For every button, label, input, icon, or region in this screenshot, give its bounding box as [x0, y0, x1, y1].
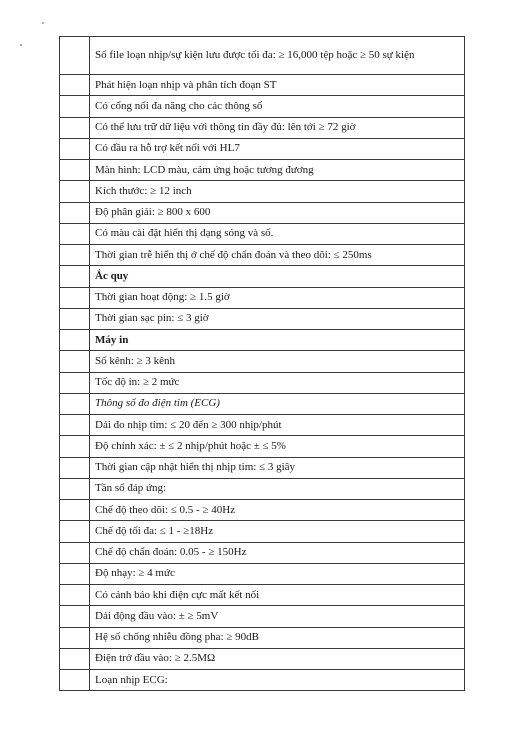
scan-speck	[20, 44, 22, 46]
spec-text-cell: Số kênh: ≥ 3 kênh	[90, 351, 465, 372]
row-index-cell	[60, 330, 90, 351]
spec-text-cell: Màn hình: LCD màu, cảm ứng hoặc tương đương	[90, 160, 465, 181]
spec-text-cell: Độ nhạy: ≥ 4 mức	[90, 563, 465, 584]
row-index-cell	[60, 117, 90, 138]
table-row	[60, 372, 465, 393]
row-index-cell	[60, 160, 90, 181]
row-index-cell	[60, 457, 90, 478]
table-row	[60, 606, 465, 627]
spec-text-cell: Loạn nhịp ECG:	[90, 670, 465, 691]
table-row	[60, 563, 465, 584]
specification-table	[59, 36, 465, 691]
row-index-cell	[60, 181, 90, 202]
spec-text-cell: Có thể lưu trữ dữ liệu với thông tin đầy đủ: lên tới ≥ 72 giờ	[90, 117, 465, 138]
table-row	[60, 202, 465, 223]
table-row	[60, 457, 465, 478]
row-index-cell	[60, 308, 90, 329]
table-row	[60, 223, 465, 244]
spec-text-cell: Thời gian hoạt động: ≥ 1.5 giờ	[90, 287, 465, 308]
spec-text-cell: Kích thước: ≥ 12 inch	[90, 181, 465, 202]
specification-table-body	[60, 37, 465, 691]
spec-text-cell: Thời gian sạc pin: ≤ 3 giờ	[90, 308, 465, 329]
table-row	[60, 75, 465, 96]
spec-text-cell: Máy in	[90, 330, 465, 351]
table-row	[60, 521, 465, 542]
spec-text-cell: Thời gian cập nhật hiển thị nhịp tim: ≤ 3 giây	[90, 457, 465, 478]
row-index-cell	[60, 202, 90, 223]
row-index-cell	[60, 670, 90, 691]
spec-text-cell: Ắc quy	[90, 266, 465, 287]
spec-text-cell: Có đầu ra hỗ trợ kết nối với HL7	[90, 138, 465, 159]
spec-text-cell: Độ phân giải: ≥ 800 x 600	[90, 202, 465, 223]
table-row	[60, 245, 465, 266]
table-row	[60, 138, 465, 159]
table-row	[60, 627, 465, 648]
row-index-cell	[60, 138, 90, 159]
row-index-cell	[60, 521, 90, 542]
row-index-cell	[60, 627, 90, 648]
spec-text-cell: Dải đo nhịp tim: ≤ 20 đến ≥ 300 nhịp/phút	[90, 415, 465, 436]
spec-text-cell: Hệ số chống nhiễu đồng pha: ≥ 90dB	[90, 627, 465, 648]
row-index-cell	[60, 436, 90, 457]
spec-text-cell: Thông số đo điện tim (ECG)	[90, 393, 465, 414]
row-index-cell	[60, 266, 90, 287]
row-index-cell	[60, 372, 90, 393]
row-index-cell	[60, 37, 90, 75]
row-index-cell	[60, 648, 90, 669]
table-row	[60, 436, 465, 457]
table-row	[60, 500, 465, 521]
table-row	[60, 542, 465, 563]
table-row	[60, 308, 465, 329]
table-row	[60, 330, 465, 351]
spec-text-cell: Chế độ chẩn đoán: 0.05 - ≥ 150Hz	[90, 542, 465, 563]
row-index-cell	[60, 563, 90, 584]
table-row	[60, 393, 465, 414]
row-index-cell	[60, 606, 90, 627]
table-row	[60, 96, 465, 117]
row-index-cell	[60, 393, 90, 414]
spec-text-cell: Số file loạn nhịp/sự kiện lưu được tối đa: ≥ 16,000 tệp hoặc ≥ 50 sự kiện	[90, 37, 465, 75]
table-row	[60, 415, 465, 436]
spec-text-cell: Tốc độ in: ≥ 2 mức	[90, 372, 465, 393]
row-index-cell	[60, 287, 90, 308]
scan-speck	[42, 22, 44, 24]
table-row	[60, 670, 465, 691]
table-row	[60, 160, 465, 181]
table-row	[60, 287, 465, 308]
spec-text-cell: Chế độ theo dõi: ≤ 0.5 - ≥ 40Hz	[90, 500, 465, 521]
table-row	[60, 117, 465, 138]
row-index-cell	[60, 478, 90, 499]
spec-text-cell: Phát hiện loạn nhịp và phân tích đoạn ST	[90, 75, 465, 96]
row-index-cell	[60, 245, 90, 266]
spec-text-cell: Thời gian trễ hiển thị ở chế độ chẩn đoán và theo dõi: ≤ 250ms	[90, 245, 465, 266]
spec-text-cell: Có cổng nối đa năng cho các thông số	[90, 96, 465, 117]
spec-text-cell: Độ chính xác: ± ≤ 2 nhịp/phút hoặc ± ≤ 5%	[90, 436, 465, 457]
row-index-cell	[60, 96, 90, 117]
row-index-cell	[60, 75, 90, 96]
table-row	[60, 478, 465, 499]
table-row	[60, 351, 465, 372]
spec-text-cell: Chế độ tối đa: ≤ 1 - ≥18Hz	[90, 521, 465, 542]
spec-text-cell: Dải động đầu vào: ± ≥ 5mV	[90, 606, 465, 627]
spec-text-cell: Có cảnh báo khi điện cực mất kết nối	[90, 585, 465, 606]
spec-text-cell: Điện trở đầu vào: ≥ 2.5MΩ	[90, 648, 465, 669]
table-row	[60, 585, 465, 606]
table-row	[60, 181, 465, 202]
spec-text-cell: Có màu cài đặt hiển thị dạng sóng và số.	[90, 223, 465, 244]
row-index-cell	[60, 223, 90, 244]
row-index-cell	[60, 542, 90, 563]
row-index-cell	[60, 415, 90, 436]
row-index-cell	[60, 585, 90, 606]
table-row	[60, 266, 465, 287]
row-index-cell	[60, 500, 90, 521]
table-row	[60, 648, 465, 669]
row-index-cell	[60, 351, 90, 372]
spec-text-cell: Tần số đáp ứng:	[90, 478, 465, 499]
table-row	[60, 37, 465, 75]
